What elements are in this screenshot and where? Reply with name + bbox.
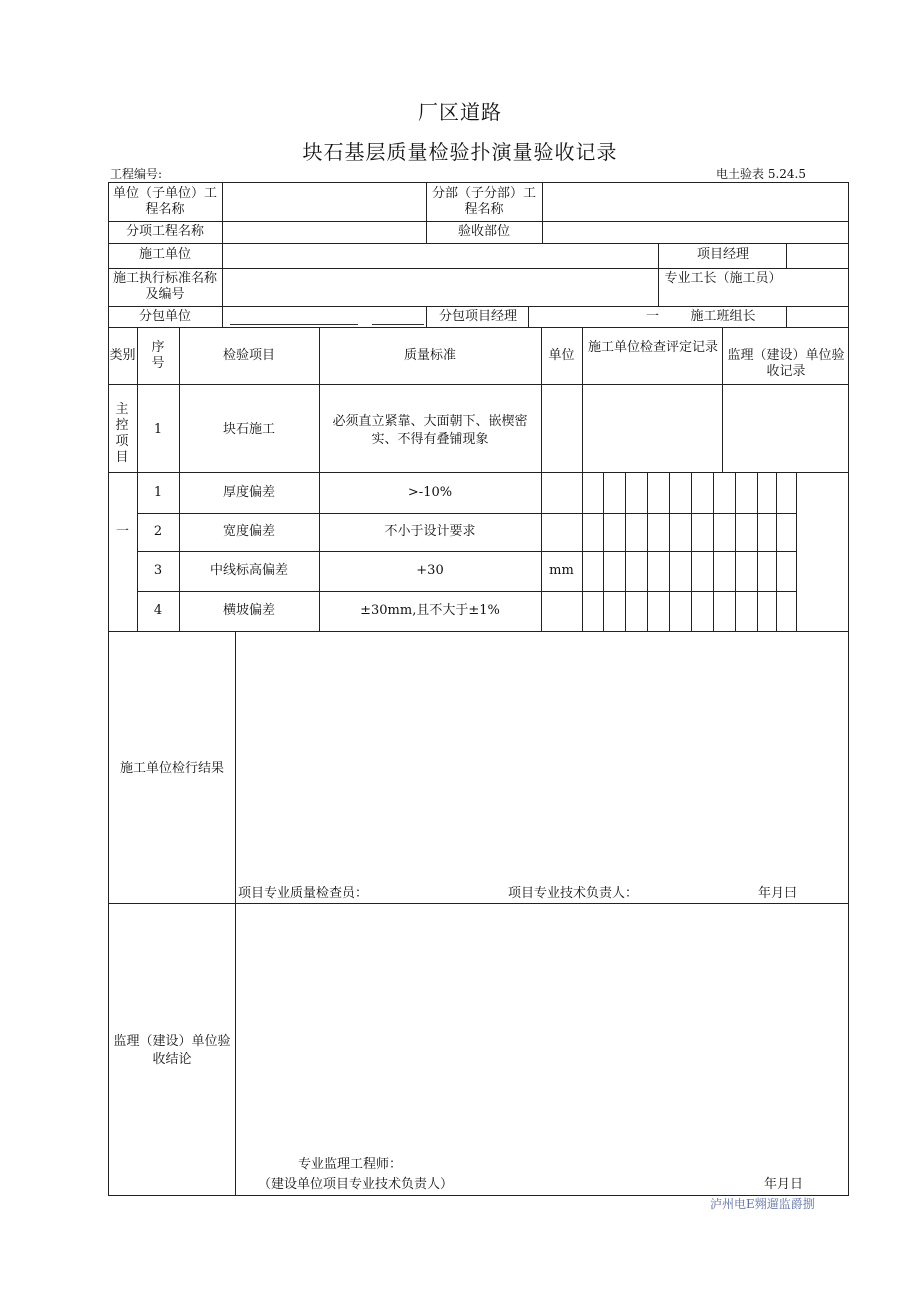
row-standard: 不小于设计要求 [384, 524, 476, 539]
row-item: 厚度偏差 [222, 485, 275, 500]
standard-header: 质量标准 [403, 348, 456, 363]
item-header: 检验项目 [222, 348, 275, 363]
quality-inspector-label: 项目专业质量检查员： [238, 886, 369, 901]
foreman-label: 专业工长（施工员） [664, 271, 782, 286]
contractor-record-header: 施工单位检查评定记录 [587, 340, 718, 355]
team-leader-label: 施工班组长 [690, 309, 756, 324]
row-seq: 3 [153, 563, 163, 578]
item-name-label: 分项工程名称 [125, 224, 204, 239]
row-standard: +30 [416, 563, 444, 578]
row-standard: ±30mm,且不大于±1% [360, 603, 500, 618]
inspection-part-label: 验收部位 [457, 224, 510, 239]
row-seq: 4 [153, 603, 163, 618]
page-title-line1: 厂区道路 [418, 100, 502, 124]
subcontractor-label: 分包单位 [138, 309, 191, 324]
main-control-item: 块石施工 [222, 422, 275, 437]
general-category: 一 [115, 524, 129, 539]
category-header: 类别 [109, 348, 136, 363]
supervising-engineer-label: 专业监理工程师： [298, 1157, 403, 1172]
sub-dash: 一 [646, 309, 660, 324]
row-item: 横坡偏差 [222, 603, 275, 618]
footer-stamp-text: 泸州电E翙遛监爵捌 [710, 1197, 815, 1211]
unit-name-label: 单位（子单位）工程名称 [112, 186, 217, 217]
page-title-line2: 块石基层质量检验扑演量验收记录 [302, 140, 618, 164]
row-seq: 2 [153, 524, 163, 539]
unit-header: 单位 [548, 348, 575, 363]
supervisor-record-header: 监理（建设）单位验收记录 [727, 348, 845, 379]
contractor-date-label: 年月曰 [758, 886, 798, 901]
form-number: 电土验表 5.24.5 [716, 167, 806, 181]
inspection-record-table [108, 182, 849, 1196]
tech-lead-label: 项目专业技术负责人： [508, 886, 639, 901]
project-number-label: 工程编号: [110, 167, 163, 181]
owner-tech-lead-label: （建设单位项目专业技术负责人） [258, 1177, 454, 1192]
supervisor-conclusion-label: 监理（建设）单位验收结论 [113, 1034, 231, 1067]
supervisor-date-label: 年月日 [764, 1177, 804, 1192]
division-name-label: 分部（子分部）工程名称 [431, 186, 536, 217]
seq-header: 序号 [151, 340, 165, 371]
row-item: 中线标高偏差 [209, 563, 288, 578]
row-seq: 1 [153, 485, 163, 500]
contractor-label: 施工单位 [138, 247, 191, 262]
contractor-result-label: 施工单位检行结果 [119, 761, 224, 776]
row-standard: >-10% [407, 485, 453, 500]
main-control-seq: 1 [153, 422, 163, 437]
standard-name-label: 施工执行标准名称及编号 [112, 271, 217, 302]
project-manager-label: 项目经理 [696, 247, 749, 262]
main-control-category: 主控项目 [115, 402, 129, 465]
main-control-standard: 必须直立紧靠、大面朝下、嵌楔密实、不得有叠铺现象 [332, 414, 528, 447]
sub-manager-label: 分包项目经理 [438, 309, 517, 324]
row-unit: mm [549, 563, 574, 578]
row-item: 宽度偏差 [222, 524, 275, 539]
